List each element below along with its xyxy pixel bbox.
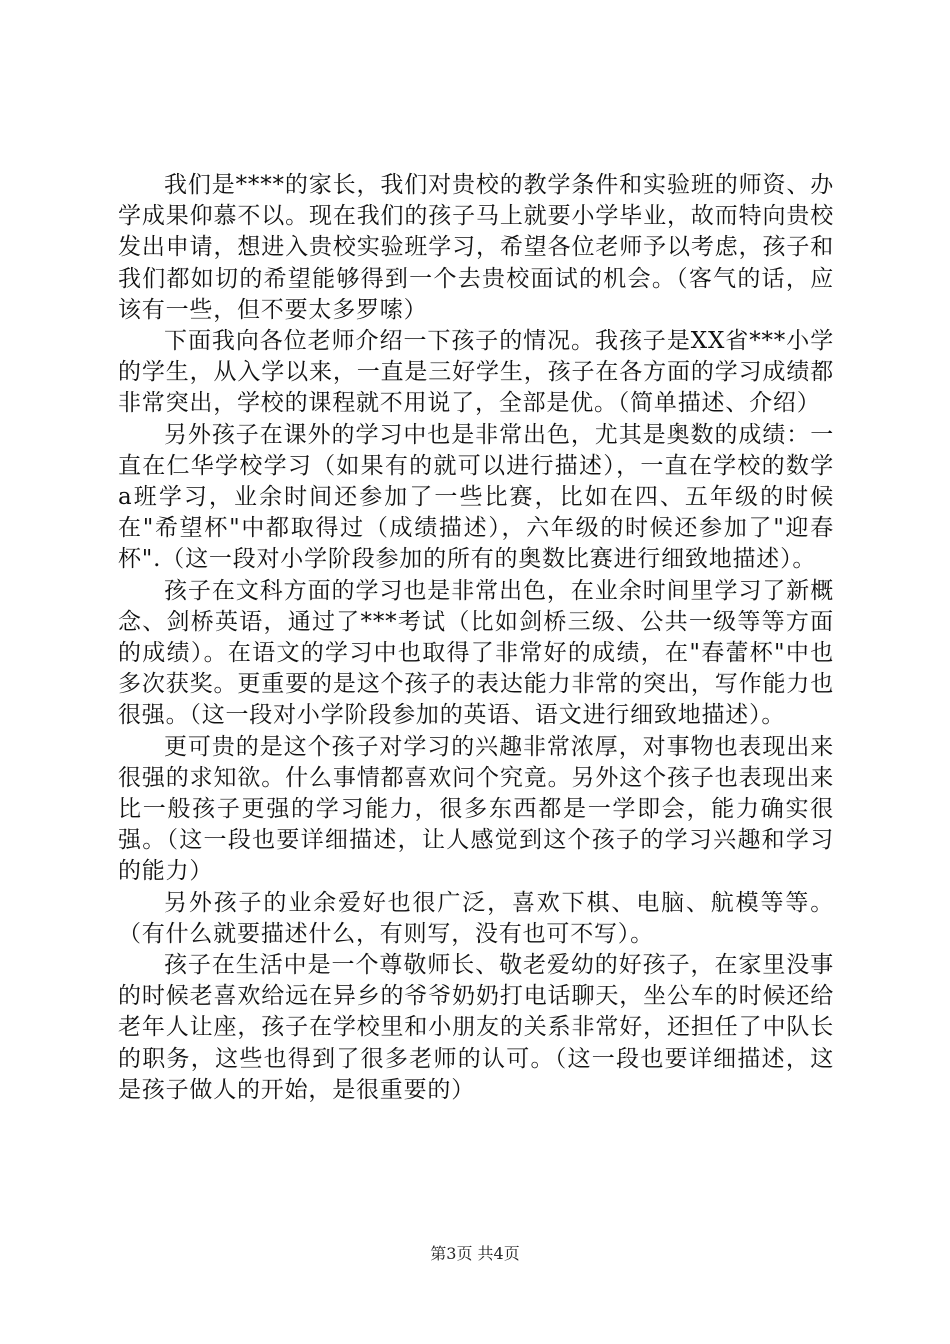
paragraph-school-record: 下面我向各位老师介绍一下孩子的情况。我孩子是XX省***小学的学生，从入学以来，一直是三好学生，孩子在各方面的学习成绩都非常突出，学校的课程就不用说了，全部是优。（简单描述、介绍） <box>118 328 834 417</box>
paragraph-hobbies: 另外孩子的业余爱好也很广泛，喜欢下棋、电脑、航模等等。（有什么就要描述什么，有则写，没有也可不写）。 <box>118 889 834 947</box>
paragraph-language-arts: 孩子在文科方面的学习也是非常出色，在业余时间里学习了新概念、剑桥英语，通过了***考试（比如剑桥三级、公共一级等等方面的成绩）。在语文的学习中也取得了非常好的成绩，在"春蕾杯"中也多次获奖。更重要的是这个孩子的表达能力非常的突出，写作能力也很强。（这一段对小学阶段参加的英语、语文进行细致地描述）。 <box>118 577 834 729</box>
document-body <box>118 170 834 1106</box>
paragraph-character: 孩子在生活中是一个尊敬师长、敬老爱幼的好孩子，在家里没事的时候老喜欢给远在异乡的爷爷奶奶打电话聊天，坐公车的时候还给老年人让座，孩子在学校里和小朋友的关系非常好，还担任了中队长的职务，这些也得到了很多老师的认可。（这一段也要详细描述，这是孩子做人的开始，是很重要的） <box>118 952 834 1103</box>
page-number-footer: 第3页 共4页 <box>430 1244 520 1263</box>
paragraph-learning-interest: 更可贵的是这个孩子对学习的兴趣非常浓厚，对事物也表现出来很强的求知欲。什么事情都喜欢问个究竟。另外这个孩子也表现出来比一般孩子更强的学习能力，很多东西都是一学即会，能力确实很强。（这一段也要详细描述，让人感觉到这个孩子的学习兴趣和学习的能力） <box>118 733 834 885</box>
paragraph-intro: 我们是****的家长，我们对贵校的教学条件和实验班的师资、办学成果仰慕不以。现在我们的孩子马上就要小学毕业，故而特向贵校发出申请，想进入贵校实验班学习，希望各位老师予以考虑，孩子和我们都如切的希望能够得到一个去贵校面试的机会。（客气的话，应该有一些，但不要太多罗嗦） <box>118 172 834 323</box>
paragraph-math-olympiad: 另外孩子在课外的学习中也是非常出色，尤其是奥数的成绩：一直在仁华学校学习（如果有的就可以进行描述），一直在学校的数学a班学习，业余时间还参加了一些比赛，比如在四、五年级的时候在"希望杯"中都取得过（成绩描述），六年级的时候还参加了"迎春杯".（这一段对小学阶段参加的所有的奥数比赛进行细致地描述）。 <box>118 421 834 573</box>
